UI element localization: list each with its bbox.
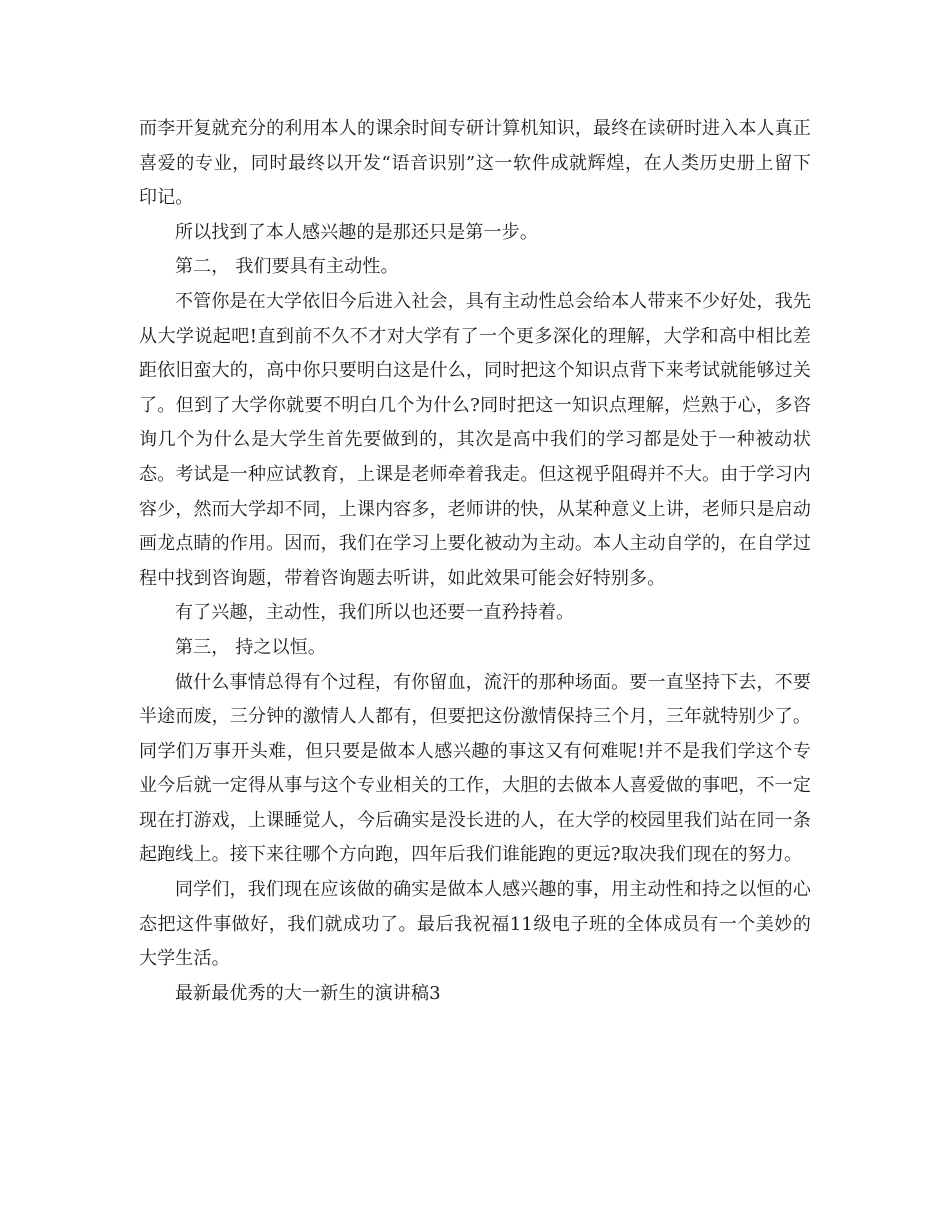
paragraph-5: 有了兴趣，主动性，我们所以也还要一直矜持着。 xyxy=(175,602,575,624)
document-body xyxy=(139,112,811,1011)
next-section-title: 最新最优秀的大一新生的演讲稿3 xyxy=(175,982,441,1004)
paragraph-conclusion: 同学们，我们现在应该做的确实是做本人感兴趣的事，用主动性和持之以恒的心态把这件事做好，我们就成功了。最后我祝福11级电子班的全体成员有一个美妙的大学生活。 xyxy=(139,879,811,970)
heading-third-point: 第三， 持之以恒。 xyxy=(175,636,327,658)
paragraph-2: 所以找到了本人感兴趣的是那还只是第一步。 xyxy=(175,221,538,243)
heading-second-point: 第二， 我们要具有主动性。 xyxy=(175,256,399,278)
paragraph-1: 而李开复就充分的利用本人的课余时间专研计算机知识，最终在读研时进入本人真正喜爱的专业，同时最终以开发“语音识别”这一软件成就辉煌，在人类历史册上留下印记。 xyxy=(139,118,811,209)
paragraph-perseverance: 做什么事情总得有个过程，有你留血，流汗的那种场面。要一直坚持下去，不要半途而废，三分钟的激情人人都有，但要把这份激情保持三个月，三年就特别少了。同学们万事开头难，但只要是做本人感兴趣的事这又有何难呢!并不是我们学这个专业今后就一定得从事与这个专业相关的工作，大胆的去做本人喜爱做的事吧，不一定现在打游戏，上课睡觉人，今后确实是没长进的人，在大学的校园里我们站在同一条起跑线上。接下来往哪个方向跑，四年后我们谁能跑的更远?取决我们现在的努力。 xyxy=(139,671,811,866)
paragraph-initiative: 不管你是在大学依旧今后进入社会，具有主动性总会给本人带来不少好处，我先从大学说起吧!直到前不久不才对大学有了一个更多深化的理解，大学和高中相比差距依旧蛮大的，高中你只要明白这是什么，同时把这个知识点背下来考试就能够过关了。但到了大学你就要不明白几个为什么?同时把这一知识点理解，烂熟于心，多咨询几个为什么是大学生首先要做到的，其次是高中我们的学习都是处于一种被动状态。考试是一种应试教育，上课是老师牵着我走。但这视乎阻碍并不大。由于学习内容少，然而大学却不同，上课内容多，老师讲的快，从某种意义上讲，老师只是启动画龙点睛的作用。因而，我们在学习上要化被动为主动。本人主动自学的，在自学过程中找到咨询题，带着咨询题去听讲，如此效果可能会好特别多。 xyxy=(139,290,811,589)
